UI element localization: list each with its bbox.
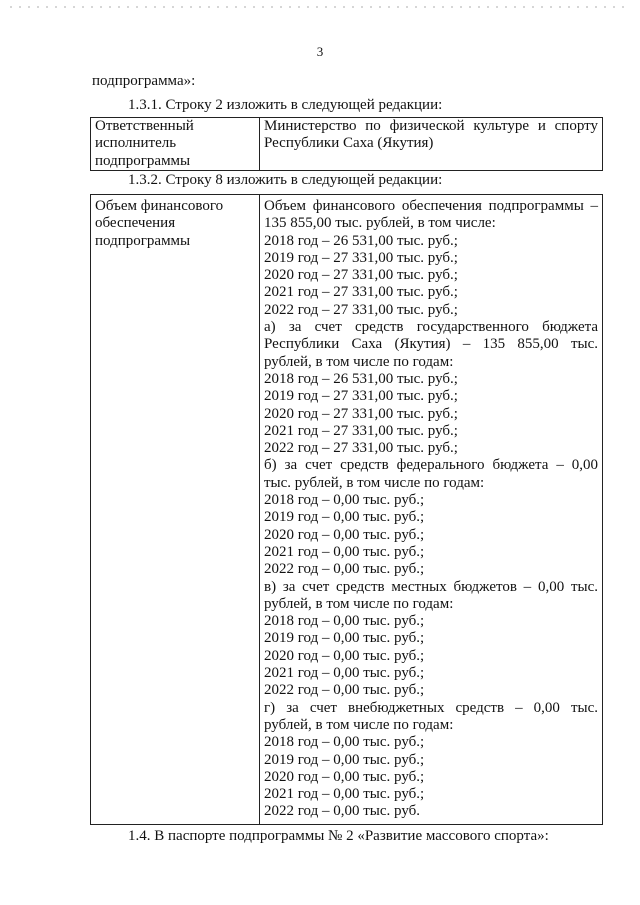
item-1-4: 1.4. В паспорте подпрограммы № 2 «Развитие массового спорта»: <box>128 828 549 844</box>
table2-right-line: 2020 год – 0,00 тыс. руб.; <box>264 647 425 664</box>
table2-right-line: рублей, в том числе по годам: <box>264 716 454 733</box>
table2-right-line: 2022 год – 0,00 тыс. руб. <box>264 803 421 820</box>
page-number: 3 <box>316 44 324 59</box>
table2-right-line: 2019 год – 0,00 тыс. руб.; <box>264 751 425 768</box>
table2-right-line: 2021 год – 27 331,00 тыс. руб.; <box>264 284 458 301</box>
table2-right-line: 2019 год – 27 331,00 тыс. руб.; <box>264 388 458 405</box>
table2-right-line: 2018 год – 0,00 тыс. руб.; <box>264 613 425 630</box>
table2-right-line: 2022 год – 27 331,00 тыс. руб.; <box>264 301 458 318</box>
item-1-3-2: 1.3.2. Строку 8 изложить в следующей редакции: <box>128 172 443 188</box>
table2-right-line: 135 855,00 тыс. рублей, в том числе: <box>264 215 496 232</box>
table1-left-line: Ответственный <box>95 118 194 134</box>
table-financing-volume <box>90 194 603 825</box>
table2-right-line: 2021 год – 0,00 тыс. руб.; <box>264 665 425 682</box>
table2-right-line: 2021 год – 27 331,00 тыс. руб.; <box>264 422 458 439</box>
table2-right-line: 2022 год – 0,00 тыс. руб.; <box>264 682 425 699</box>
table2-right-line: а) за счет средств государственного бюджета <box>264 319 598 336</box>
table2-right-line: 2019 год – 0,00 тыс. руб.; <box>264 509 425 526</box>
table2-right-line: 2021 год – 0,00 тыс. руб.; <box>264 786 425 803</box>
scan-artifact <box>10 6 630 8</box>
table2-right-line: 2020 год – 0,00 тыс. руб.; <box>264 526 425 543</box>
item-1-3-1: 1.3.1. Строку 2 изложить в следующей редакции: <box>128 97 443 113</box>
table2-right-line: 2020 год – 27 331,00 тыс. руб.; <box>264 267 458 284</box>
table1-left-cell <box>91 118 260 171</box>
table1-right-line: Республики Саха (Якутия) <box>264 135 434 152</box>
table2-right-line: Республики Саха (Якутия) – 135 855,00 тыс. <box>264 336 598 353</box>
table1-left-line: подпрограммы <box>95 152 191 169</box>
table2-right-cell <box>260 195 603 825</box>
table2-left-cell <box>91 195 260 825</box>
table2-right-line: 2022 год – 27 331,00 тыс. руб.; <box>264 440 458 457</box>
table2-right-line: 2018 год – 0,00 тыс. руб.; <box>264 734 425 751</box>
table2-right-line: тыс. рублей, в том числе по годам: <box>264 474 485 491</box>
table2-right-line: Объем финансового обеспечения подпрограммы – <box>264 198 598 214</box>
table2-right-line: 2019 год – 27 331,00 тыс. руб.; <box>264 249 458 266</box>
table2-right-line: рублей, в том числе по годам: <box>264 353 454 370</box>
table2-right-line: 2018 год – 26 531,00 тыс. руб.; <box>264 370 458 387</box>
table2-right-line: 2021 год – 0,00 тыс. руб.; <box>264 543 425 560</box>
table2-right-line: б) за счет средств федерального бюджета – 0,00 <box>264 457 598 474</box>
table-responsible-executor <box>90 117 603 171</box>
table2-left-line: подпрограммы <box>95 232 191 249</box>
table1-right-cell <box>260 118 603 171</box>
table1-left-line: исполнитель <box>95 135 177 152</box>
table-row <box>91 118 603 171</box>
table2-left-line: Объем финансового <box>95 198 224 214</box>
table1-right-line: Министерство по физической культуре и спорту <box>264 118 598 134</box>
table2-right-line: 2020 год – 0,00 тыс. руб.; <box>264 768 425 785</box>
table2-right-line: в) за счет средств местных бюджетов – 0,00 тыс. <box>264 578 598 595</box>
intro-line: подпрограмма»: <box>92 73 196 89</box>
table2-right-line: 2018 год – 0,00 тыс. руб.; <box>264 492 425 509</box>
table2-right-line: г) за счет внебюджетных средств – 0,00 тыс. <box>264 699 598 716</box>
table2-left-line: обеспечения <box>95 215 176 232</box>
table2-right-line: рублей, в том числе по годам: <box>264 595 454 612</box>
table2-right-line: 2019 год – 0,00 тыс. руб.; <box>264 630 425 647</box>
table2-right-line: 2018 год – 26 531,00 тыс. руб.; <box>264 232 458 249</box>
table2-right-line: 2020 год – 27 331,00 тыс. руб.; <box>264 405 458 422</box>
table-row <box>91 195 603 825</box>
table2-right-line: 2022 год – 0,00 тыс. руб.; <box>264 561 425 578</box>
